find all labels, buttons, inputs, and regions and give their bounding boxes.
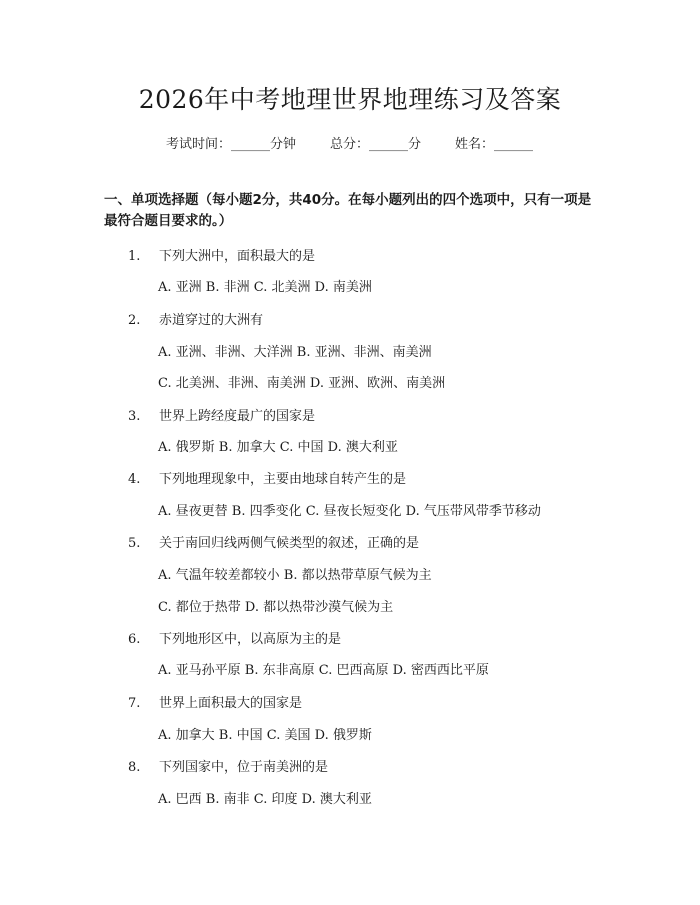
question-text: 下列地理现象中，主要由地球自转产生的是 <box>159 472 407 487</box>
question-8-options: A. 巴西 B. 南非 C. 印度 D. 澳大利亚 <box>158 792 372 807</box>
question-number: 5. <box>128 536 141 551</box>
question-text: 世界上面积最大的国家是 <box>159 696 303 711</box>
question-7 <box>128 692 302 711</box>
question-3-options: A. 俄罗斯 B. 加拿大 C. 中国 D. 澳大利亚 <box>158 440 398 455</box>
section-heading: 一、单项选择题（每小题2分，共40分。在每小题列出的四个选项中，只有一项是最符合题目要求的。） <box>104 192 592 229</box>
question-1 <box>128 245 315 264</box>
question-5-options-line-2: C. 都位于热带 D. 都以热带沙漠气候为主 <box>158 600 394 615</box>
question-text: 下列地形区中，以高原为主的是 <box>159 632 342 647</box>
question-number: 8. <box>128 760 141 775</box>
question-5-options-line-1: A. 气温年较差都较小 B. 都以热带草原气候为主 <box>158 568 432 583</box>
student-name-field: 姓名：______ <box>455 137 534 152</box>
question-4 <box>128 468 406 487</box>
question-5 <box>128 532 419 551</box>
question-3 <box>128 405 315 424</box>
question-text: 关于南回归线两侧气候类型的叙述，正确的是 <box>159 536 420 551</box>
question-text: 下列大洲中，面积最大的是 <box>159 249 316 264</box>
question-6 <box>128 628 341 647</box>
question-2 <box>128 309 263 328</box>
question-number: 1. <box>128 249 141 264</box>
question-number: 7. <box>128 696 141 711</box>
question-1-options: A. 亚洲 B. 非洲 C. 北美洲 D. 南美洲 <box>158 280 372 295</box>
exam-time-field: 考试时间：______分钟 <box>166 137 297 152</box>
question-8 <box>128 756 328 775</box>
question-number: 2. <box>128 313 141 328</box>
question-6-options: A. 亚马孙平原 B. 东非高原 C. 巴西高原 D. 密西西比平原 <box>158 663 489 678</box>
question-number: 6. <box>128 632 141 647</box>
question-text: 世界上跨经度最广的国家是 <box>159 409 316 424</box>
question-number: 4. <box>128 472 141 487</box>
document-title: 2026年中考地理世界地理练习及答案 <box>138 85 562 114</box>
question-text: 下列国家中，位于南美洲的是 <box>159 760 329 775</box>
question-7-options: A. 加拿大 B. 中国 C. 美国 D. 俄罗斯 <box>158 728 372 743</box>
question-text: 赤道穿过的大洲有 <box>159 313 264 328</box>
question-4-options: A. 昼夜更替 B. 四季变化 C. 昼夜长短变化 D. 气压带风带季节移动 <box>158 504 541 519</box>
total-score-field: 总分：______分 <box>330 137 422 152</box>
question-2-options-line-1: A. 亚洲、非洲、大洋洲 B. 亚洲、非洲、南美洲 <box>158 345 432 360</box>
exam-meta-line <box>166 133 533 152</box>
question-number: 3. <box>128 409 141 424</box>
question-2-options-line-2: C. 北美洲、非洲、南美洲 D. 亚洲、欧洲、南美洲 <box>158 376 446 391</box>
